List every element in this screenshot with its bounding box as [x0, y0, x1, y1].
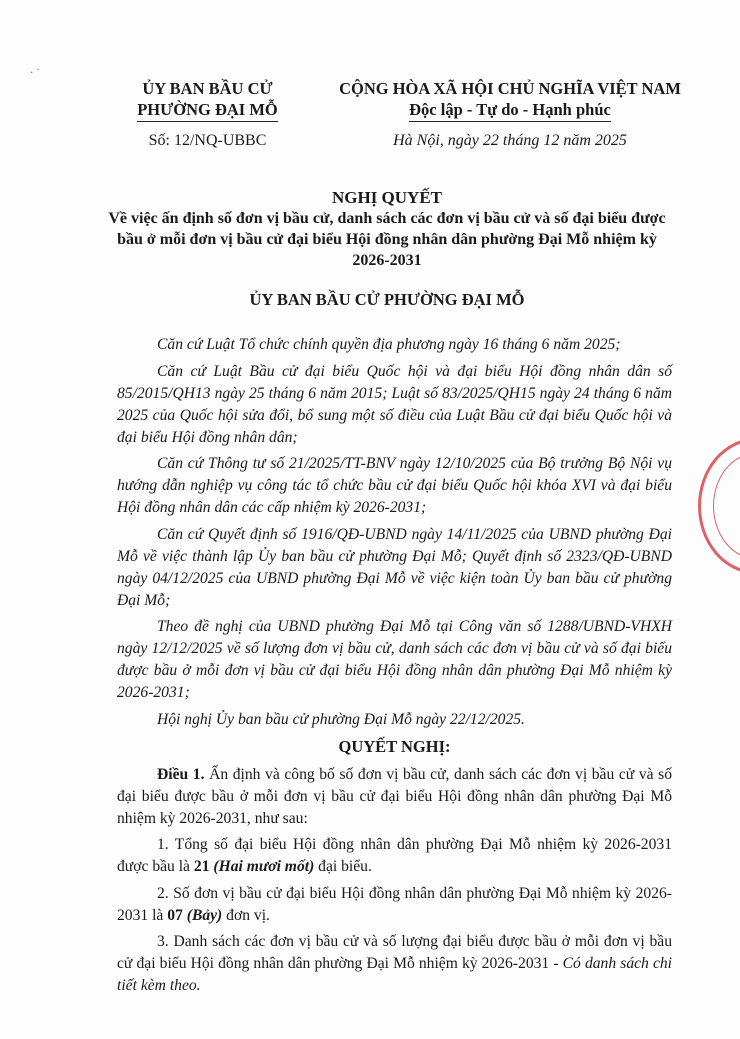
title-block [92, 188, 682, 271]
item-1-number: 21 [193, 858, 210, 875]
article-1-text: Ấn định và công bố số đơn vị bầu cử, danh sách các đơn vị bầu cử và số đại biểu được bầu ở mỗi đơn vị bầu cử đại biểu Hội đồng nhân dân phường Đại Mỗ nhiệm kỳ 2026-2031, như sau: [117, 765, 673, 827]
legal-basis: Căn cứ Luật Tổ chức chính quyền địa phương ngày 16 tháng 6 năm 2025; [157, 336, 621, 353]
legal-basis: Căn cứ Thông tư số 21/2025/TT-BNV ngày 12/10/2025 của Bộ trưởng Bộ Nội vụ hướng dẫn nghiệp vụ công tác tổ chức bầu cử đại biểu Quốc hội khóa XVI và đại biểu Hội đồng nhân dân các cấp nhiệm kỳ 2026-2031; [117, 455, 672, 516]
document-number: Số: 12/NQ-UBBC [148, 132, 267, 149]
issuing-body: ỦY BAN BẦU CỬ PHƯỜNG ĐẠI MỖ [249, 290, 525, 309]
article-1 [117, 764, 672, 830]
article-1-item-1 [117, 834, 672, 878]
item-2-words: (Bảy) [186, 906, 223, 924]
item-3-italic: Có danh sách chi tiết kèm theo. [117, 955, 672, 994]
item-1-suffix: đại biểu. [314, 858, 372, 875]
legal-basis: Căn cứ Quyết định số 1916/QĐ-UBND ngày 14/11/2025 của UBND phường Đại Mỗ về việc thành lập Ủy ban bầu cử phường Đại Mỗ; Quyết định số 2323/QĐ-UBND ngày 04/12/2025 của UBND phường Đại Mỗ về việc kiện toàn Ủy ban bầu cử phường Đại Mỗ; [117, 525, 672, 609]
legal-basis: Căn cứ Luật Bầu cử đại biểu Quốc hội và đại biểu Hội đồng nhân dân số 85/2015/QH13 ngày 25 tháng 6 năm 2015; Luật số 83/2025/QH15 ngày 24 tháng 6 năm 2025 của Quốc hội sửa đổi, bổ sung một số điều của Luật Bầu cử đại biểu Quốc hội và đại biểu Hội đồng nhân dân; [117, 362, 672, 446]
document-body [117, 334, 672, 1002]
item-1-text: 1. Tổng số đại biểu Hội đồng nhân dân phường Đại Mỗ nhiệm kỳ 2026-2031 được bầu là [117, 836, 672, 875]
national-motto: Độc lập - Tự do - Hạnh phúc [409, 99, 611, 122]
issuer-header [95, 78, 320, 122]
item-2-text: 2. Số đơn vị bầu cử đại biểu Hội đồng nhân dân phường Đại Mỗ nhiệm kỳ 2026-2031 là [117, 884, 672, 924]
document-type: NGHỊ QUYẾT [331, 188, 443, 207]
seal-inner-ring [713, 453, 740, 559]
item-3-text: 3. Danh sách các đơn vị bầu cử và số lượng đại biểu được bầu ở mỗi đơn vị bầu cử đại biểu Hội đồng nhân dân phường Đại Mỗ nhiệm kỳ 2026-2031 - [117, 933, 672, 972]
red-seal-stamp [698, 438, 740, 574]
issuer-line1: ỦY BAN BẦU CỬ [142, 79, 273, 98]
decision-heading: QUYẾT NGHỊ: [338, 736, 451, 756]
item-2-number: 07 [167, 906, 183, 924]
country-name: CỘNG HÒA XÃ HỘI CHỦ NGHĨA VIỆT NAM [339, 79, 681, 98]
place-date: Hà Nội, ngày 22 tháng 12 năm 2025 [393, 132, 627, 149]
article-1-item-2 [117, 883, 672, 927]
legal-basis: Hội nghị Ủy ban bầu cử phường Đại Mỗ ngày 22/12/2025. [157, 710, 525, 728]
scan-smudge: . · [30, 62, 40, 76]
document-subject: Về việc ấn định số đơn vị bầu cử, danh sách các đơn vị bầu cử và số đại biểu được bầu ở mỗi đơn vị bầu cử đại biểu Hội đồng nhân dân phường Đại Mỗ nhiệm kỳ 2026-2031 [108, 210, 666, 269]
article-1-item-3 [117, 931, 672, 997]
item-2-suffix: đơn vị. [222, 906, 270, 924]
issuer-line2: PHƯỜNG ĐẠI MỖ [137, 99, 278, 122]
legal-basis: Theo đề nghị của UBND phường Đại Mỗ tại Công văn số 1288/UBND-VHXH ngày 12/12/2025 về số lượng đơn vị bầu cử, danh sách các đơn vị bầu cử và số đại biểu được bầu ở mỗi đơn vị bầu cử đại biểu Hội đồng nhân dân phường Đại Mỗ nhiệm kỳ 2026-2031; [117, 618, 672, 701]
article-1-label: Điều 1. [157, 765, 205, 783]
national-header [320, 78, 700, 122]
item-1-words: (Hai mươi mốt) [213, 858, 315, 875]
